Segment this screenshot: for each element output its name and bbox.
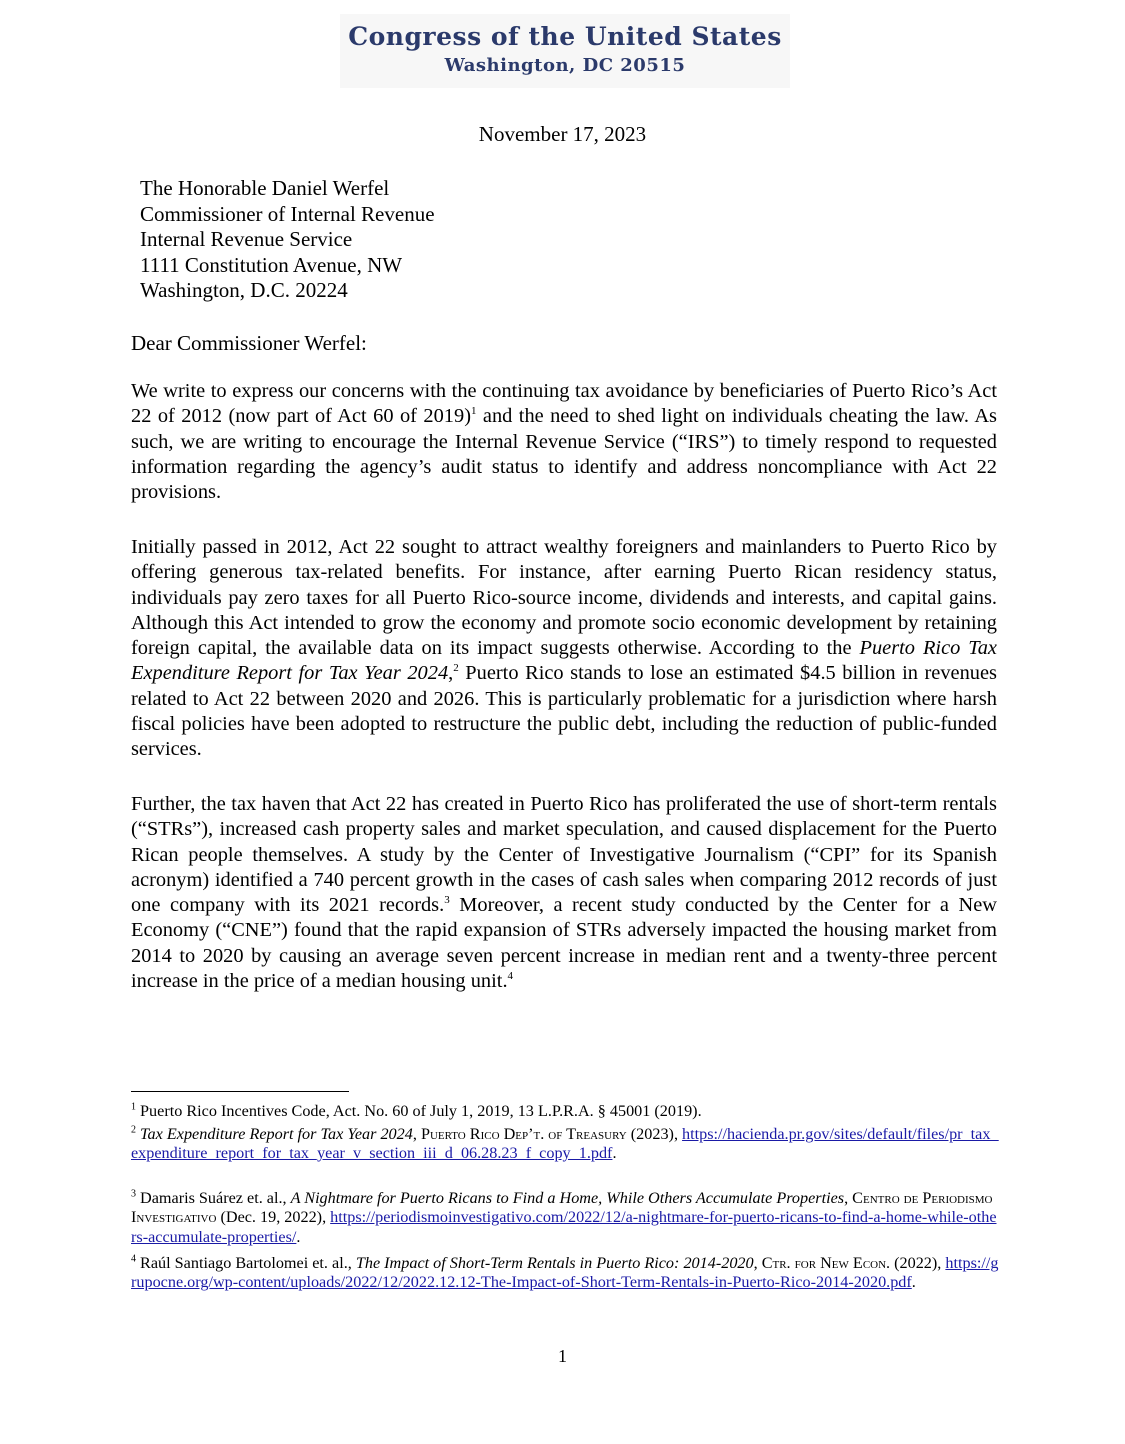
footnote-link[interactable]: https://grupocne.org/wp-content/uploads/2022/12/2022.12.12-The-Impact-of-Short-Term-Rentals-in-Puerto-Rico-2014-2020.pdf [131,1254,999,1292]
footnote-ref: 1 [470,405,477,418]
footnote-publisher: Centro de Periodismo Investigativo [131,1189,993,1227]
footnote-number: 2 [131,1124,136,1136]
paragraph-text: Puerto Rico stands to lose an estimated $4.5 billion in revenues related to Act 22 between 2020 and 2026. This is particularly problematic for a jurisdiction where harsh fiscal policies have been adopted to restructure the public debt, including the reduction of public-funded services. [131,662,997,761]
footnote-title: The Impact of Short-Term Rentals in Puerto Rico: 2014-2020 [355,1254,754,1272]
footnote-1 [131,1102,999,1121]
recipient-line: The Honorable Daniel Werfel [140,176,390,200]
footnote-text: (2023), [626,1125,678,1143]
footnote-link[interactable]: https://hacienda.pr.gov/sites/default/files/pr_tax_expenditure_report_for_tax_year_v_section_iii_d_06.28.23_f_copy_1.pdf [131,1125,999,1163]
letterhead [340,14,790,88]
footnote-ref: 3 [444,894,450,907]
footnote-text: Raúl Santiago Bartolomei et. al., [136,1254,356,1272]
footnote-text: Puerto Rico Incentives Code, Act. No. 60 of July 1, 2019, 13 L.P.R.A. § 45001 (2019). [136,1102,702,1120]
recipient-address [140,176,435,304]
paragraph-3 [131,792,997,994]
footnote-2 [131,1125,999,1164]
footnote-text: . [911,1273,916,1292]
page-number: 1 [558,1346,567,1366]
footnote-ref: 2 [453,662,459,675]
recipient-line: Washington, D.C. 20224 [140,278,348,302]
letter-date: November 17, 2023 [478,122,647,146]
footnote-publisher: Puerto Rico Dep’t. of Treasury [420,1125,627,1143]
footnote-title: A Nightmare for Puerto Ricans to Find a Home, While Others Accumulate Properties [290,1189,845,1207]
recipient-line: 1111 Constitution Avenue, NW [140,252,403,277]
paragraph-2 [131,535,997,763]
footnote-ref: 4 [507,970,514,983]
paragraph-text: and the need to shed light on individuals cheating the law. As such, we are writing to encourage the Internal Revenue Service (“IRS”) to timely respond to requested information regarding the agency’s audit status to identify and address noncompliance with Act 22 provisions. [131,405,997,504]
recipient-line: Internal Revenue Service [140,227,353,251]
footnote-text: Damaris Suárez et. al., [136,1189,291,1207]
footnote-text: , [412,1125,421,1143]
footnote-title: Tax Expenditure Report for Tax Year 2024 [136,1125,413,1143]
paragraph-text: Moreover, a recent study conducted by the Center for a New Economy (“CNE”) found that the rapid expansion of STRs adversely impacted the housing market from 2014 to 2020 by causing an average seven percent increase in median rent and a twenty-three percent increase in the price of a median housing unit. [131,894,997,993]
paragraph-text: , [448,662,454,685]
footnote-text: , [753,1254,762,1272]
footnote-separator [131,1091,349,1092]
footnote-3 [131,1189,999,1247]
footnote-number: 1 [131,1101,136,1113]
paragraph-text: Initially passed in 2012, Act 22 sought to attract wealthy foreigners and mainlanders to Puerto Rico by offering generous tax-related benefits. For instance, after earning Puerto Rican residency status, individuals pay zero taxes for all Puerto Rico-source income, dividends and interests, and capital gains. Although this Act intended to grow the economy and promote socio economic development by retaining foreign capital, the available data on its impact suggests otherwise. According to the [131,536,997,660]
footnote-4 [131,1254,999,1293]
paragraph-1 [131,379,997,505]
paragraph-text: We write to express our concerns with the continuing tax avoidance by beneficiaries of Puerto Rico’s Act 22 of 2012 (now part of Act 60 of 2019) [131,380,997,428]
footnote-text: . [612,1144,617,1163]
salutation: Dear Commissioner Werfel: [131,331,367,355]
footnote-text: , [844,1189,853,1207]
footnote-publisher: Ctr. for New Econ. [761,1254,891,1272]
footnote-link[interactable]: https://periodismoinvestigativo.com/2022/12/a-nightmare-for-puerto-ricans-to-find-a-home-while-others-accumulate-properties/ [131,1208,997,1246]
footnote-number: 3 [131,1188,136,1200]
footnote-number: 4 [131,1253,136,1265]
letterhead-address: Washington, DC 20515 [444,55,686,76]
footnote-text: (Dec. 19, 2022), [216,1208,331,1227]
footnote-text: (2022), [890,1254,946,1272]
letterhead-title: Congress of the United States [348,22,782,51]
footnote-text: . [296,1227,301,1246]
report-title: Puerto Rico Tax Expenditure Report for Tax Year 2024 [131,637,997,685]
paragraph-text: Further, the tax haven that Act 22 has created in Puerto Rico has proliferated the use of short-term rentals (“STRs”), increased cash property sales and market speculation, and caused displacement for the Puerto Rican people themselves. A study by the Center of Investigative Journalism (“CPI” for its Spanish acronym) identified a 740 percent growth in the cases of cash sales when comparing 2012 records of just one company with its 2021 records. [131,793,997,917]
recipient-line: Commissioner of Internal Revenue [140,201,435,226]
